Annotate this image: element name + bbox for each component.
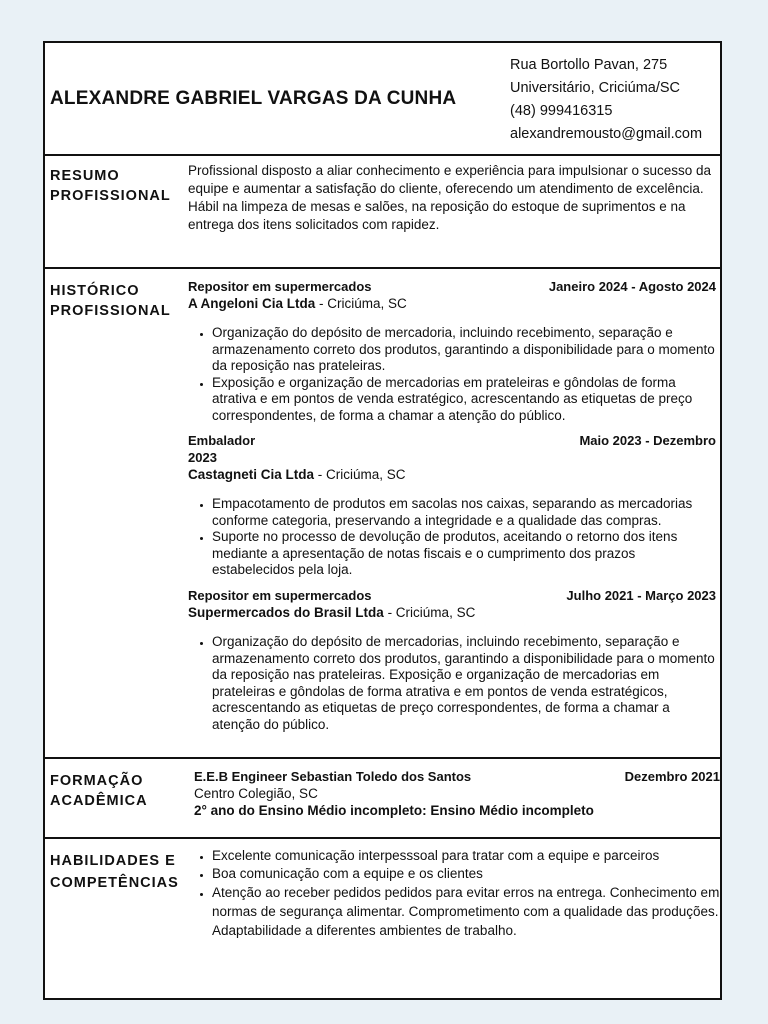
job-dates: Maio 2023 - Dezembro: [579, 433, 716, 448]
job-dates: Julho 2021 - Março 2023: [566, 588, 716, 603]
job-company: [188, 604, 716, 621]
summary-paragraph-2: Hábil na limpeza de mesas e salões, na reposição do estoque de suprimentos e na entrega dos itens solicitados com rapidez.: [188, 199, 686, 232]
summary-heading-line-2: PROFISSIONAL: [50, 188, 171, 204]
company-location: - Criciúma, SC: [314, 467, 406, 482]
list-item: • Organização do depósito de mercadorias, incluindo recebimento, separação e armazenamento correto dos produtos, garantindo a disponibilidade para o momento da reposição nas prateleiras. Exposição e organização de mercadorias em prateleiras e gôndolas de forma atrativa e em pontos de venda estratégicos, acrescentando as etiquetas de preço correspondentes, de forma a chamar a atenção do público.: [212, 634, 716, 733]
job-company: [188, 295, 716, 312]
summary-section: [45, 156, 720, 269]
job-entry: [188, 278, 716, 424]
job-header: [188, 587, 716, 604]
phone-number: (48) 999416315: [510, 103, 613, 119]
list-item: • Organização do depósito de mercadoria, incluindo recebimento, separação e armazenamento correto dos produtos, garantindo a disponibilidade para o momento da reposição nas prateleiras.: [212, 325, 716, 375]
job-entry: [188, 587, 716, 733]
job-bullets: [188, 325, 716, 424]
job-title: Embalador: [188, 433, 256, 448]
summary-heading: [50, 166, 171, 206]
skills-heading-line-1: HABILIDADES E: [50, 853, 176, 869]
job-title: Repositor em supermercados: [188, 588, 372, 603]
history-heading: [50, 281, 171, 321]
education-heading-line-2: ACADÊMICA: [50, 793, 148, 809]
list-item: • Boa comunicação com a equipe e os clientes: [212, 865, 720, 883]
history-heading-line-2: PROFISSIONAL: [50, 303, 171, 319]
list-item: • Suporte no processo de devolução de produtos, aceitando o retorno dos itens mediante a apresentação de notas fiscais e o cumprimento dos prazos estabelecidos pela loja.: [212, 529, 716, 579]
company-location: - Criciúma, SC: [383, 605, 476, 620]
job-bullets: [188, 634, 716, 733]
list-item: • Exposição e organização de mercadorias em prateleiras e gôndolas de forma atrativa e em pontos de venda estratégico, acrescentando as etiquetas de preço correspondentes, de forma a chamar a atenção do público.: [212, 375, 716, 425]
school-location: Centro Colegião, SC: [194, 786, 318, 801]
graduation-date: Dezembro 2021: [624, 769, 720, 784]
summary-heading-line-1: RESUMO: [50, 168, 120, 184]
education-entry: [194, 768, 720, 819]
education-header: [194, 768, 720, 785]
contact-block: [510, 54, 702, 146]
job-title: Repositor em supermercados: [188, 279, 372, 294]
summary-text: [188, 162, 716, 234]
education-heading: [50, 771, 148, 811]
candidate-name: ALEXANDRE GABRIEL VARGAS DA CUNHA: [50, 88, 457, 109]
skills-section: [45, 839, 720, 998]
company-location: - Criciúma, SC: [315, 296, 407, 311]
address-line-1: Rua Bortollo Pavan, 275: [510, 57, 668, 73]
list-item: • Atenção ao receber pedidos pedidos para evitar erros na entrega. Conhecimento em normas de segurança alimentar. Comprometimento com a qualidade das produções. Adaptabilidade a diferentes ambientes de trabalho.: [212, 883, 720, 940]
job-dates-year: 2023: [188, 450, 217, 465]
resume-page: [43, 41, 722, 1000]
address-line-2: Universitário, Criciúma/SC: [510, 80, 681, 96]
resume-header: [45, 43, 720, 156]
job-bullets: [188, 496, 716, 579]
skills-list: [188, 847, 720, 940]
company-name: Supermercados do Brasil Ltda: [188, 605, 384, 620]
education-heading-line-1: FORMAÇÃO: [50, 773, 144, 789]
skills-list-wrap: [188, 847, 720, 940]
history-section: [45, 269, 720, 759]
list-item: • Empacotamento de produtos em sacolas nos caixas, separando as mercadorias conforme categoria, preservando a integridade e a qualidade das compras.: [212, 496, 716, 529]
job-dates-continued: [188, 449, 716, 466]
history-heading-line-1: HISTÓRICO: [50, 283, 140, 299]
skills-heading: [50, 850, 179, 894]
email-address: alexandremousto@gmail.com: [510, 126, 703, 142]
job-header: [188, 278, 716, 295]
school-name: E.E.B Engineer Sebastian Toledo dos Santos: [194, 769, 472, 784]
job-company: [188, 466, 716, 483]
company-name: A Angeloni Cia Ltda: [188, 296, 316, 311]
summary-paragraph-1: Profissional disposto a aliar conhecimento e experiência para impulsionar o sucesso da equipe e aumentar a satisfação do cliente, oferecendo um atendimento de excelência.: [188, 163, 712, 196]
degree: 2° ano do Ensino Médio incompleto: Ensino Médio incompleto: [194, 803, 594, 818]
job-entry: [188, 432, 716, 579]
list-item: • Excelente comunicação interpesssoal para tratar com a equipe e parceiros: [212, 847, 720, 865]
skills-heading-line-2: COMPETÊNCIAS: [50, 875, 179, 891]
job-dates: Janeiro 2024 - Agosto 2024: [548, 279, 716, 294]
job-header: [188, 432, 716, 449]
company-name: Castagneti Cia Ltda: [188, 467, 315, 482]
education-section: [45, 759, 720, 839]
